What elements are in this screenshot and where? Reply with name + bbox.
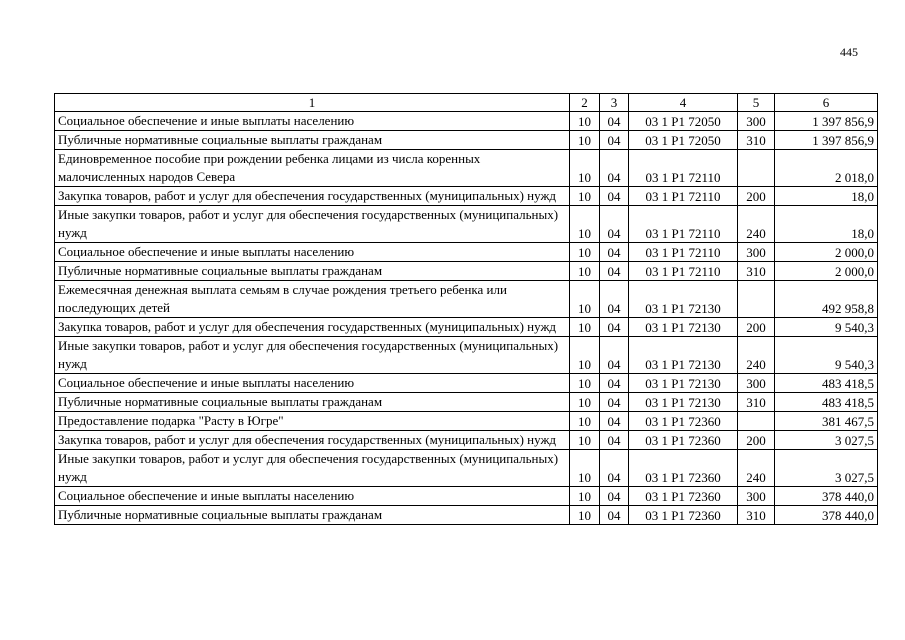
row-subsection-cell: 04 [600, 450, 629, 487]
row-section-cell: 10 [570, 487, 600, 506]
row-name-cell: Закупка товаров, работ и услуг для обеспечения государственных (муниципальных) нужд [55, 187, 570, 206]
row-target-code-cell: 03 1 Р1 72130 [629, 337, 738, 374]
table-row [55, 262, 878, 281]
page-number: 445 [840, 45, 858, 59]
row-amount-cell: 1 397 856,9 [775, 131, 878, 150]
row-target-code-cell: 03 1 Р1 72110 [629, 262, 738, 281]
row-subsection-cell: 04 [600, 337, 629, 374]
row-target-code-cell: 03 1 Р1 72130 [629, 281, 738, 318]
table-row [55, 393, 878, 412]
row-expense-type-cell: 300 [738, 374, 775, 393]
row-expense-type-cell: 310 [738, 131, 775, 150]
row-subsection-cell: 04 [600, 393, 629, 412]
row-name-cell: Иные закупки товаров, работ и услуг для обеспечения государственных (муниципальных) нужд [55, 337, 570, 374]
row-section-cell: 10 [570, 206, 600, 243]
row-target-code-cell: 03 1 Р1 72110 [629, 150, 738, 187]
row-expense-type-cell [738, 150, 775, 187]
table-row [55, 487, 878, 506]
row-section-cell: 10 [570, 450, 600, 487]
table-row [55, 412, 878, 431]
row-amount-cell: 3 027,5 [775, 431, 878, 450]
row-amount-cell: 483 418,5 [775, 374, 878, 393]
row-expense-type-cell: 200 [738, 431, 775, 450]
row-subsection-cell: 04 [600, 487, 629, 506]
row-subsection-cell: 04 [600, 243, 629, 262]
row-name-cell: Социальное обеспечение и иные выплаты населению [55, 243, 570, 262]
row-amount-cell: 9 540,3 [775, 318, 878, 337]
row-section-cell: 10 [570, 262, 600, 281]
row-section-cell: 10 [570, 131, 600, 150]
row-section-cell: 10 [570, 187, 600, 206]
row-expense-type-cell: 240 [738, 450, 775, 487]
row-section-cell: 10 [570, 150, 600, 187]
row-name-cell: Закупка товаров, работ и услуг для обеспечения государственных (муниципальных) нужд [55, 431, 570, 450]
row-expense-type-cell: 300 [738, 487, 775, 506]
header-cell: 6 [775, 94, 878, 112]
row-target-code-cell: 03 1 Р1 72110 [629, 187, 738, 206]
row-name-cell: Публичные нормативные социальные выплаты гражданам [55, 506, 570, 525]
row-name-cell: Единовременное пособие при рождении ребенка лицами из числа коренных малочисленных народов Севера [55, 150, 570, 187]
row-target-code-cell: 03 1 Р1 72360 [629, 450, 738, 487]
row-section-cell: 10 [570, 243, 600, 262]
row-section-cell: 10 [570, 318, 600, 337]
table-row [55, 243, 878, 262]
row-amount-cell: 18,0 [775, 187, 878, 206]
row-amount-cell: 378 440,0 [775, 506, 878, 525]
row-amount-cell: 3 027,5 [775, 450, 878, 487]
row-amount-cell: 492 958,8 [775, 281, 878, 318]
row-section-cell: 10 [570, 431, 600, 450]
table-row [55, 112, 878, 131]
row-subsection-cell: 04 [600, 112, 629, 131]
row-subsection-cell: 04 [600, 431, 629, 450]
table-row [55, 431, 878, 450]
row-expense-type-cell: 200 [738, 318, 775, 337]
row-expense-type-cell [738, 281, 775, 318]
row-target-code-cell: 03 1 Р1 72110 [629, 206, 738, 243]
table-row [55, 506, 878, 525]
row-subsection-cell: 04 [600, 150, 629, 187]
header-cell: 4 [629, 94, 738, 112]
table-row [55, 131, 878, 150]
row-expense-type-cell: 300 [738, 112, 775, 131]
table-row [55, 206, 878, 243]
row-amount-cell: 2 000,0 [775, 262, 878, 281]
row-subsection-cell: 04 [600, 374, 629, 393]
row-section-cell: 10 [570, 374, 600, 393]
row-amount-cell: 1 397 856,9 [775, 112, 878, 131]
row-name-cell: Иные закупки товаров, работ и услуг для обеспечения государственных (муниципальных) нужд [55, 450, 570, 487]
header-cell: 2 [570, 94, 600, 112]
row-name-cell: Социальное обеспечение и иные выплаты населению [55, 487, 570, 506]
row-subsection-cell: 04 [600, 412, 629, 431]
row-target-code-cell: 03 1 Р1 72360 [629, 506, 738, 525]
row-subsection-cell: 04 [600, 187, 629, 206]
row-amount-cell: 483 418,5 [775, 393, 878, 412]
row-section-cell: 10 [570, 337, 600, 374]
row-subsection-cell: 04 [600, 131, 629, 150]
row-subsection-cell: 04 [600, 318, 629, 337]
row-amount-cell: 381 467,5 [775, 412, 878, 431]
table-row [55, 281, 878, 318]
row-target-code-cell: 03 1 Р1 72130 [629, 318, 738, 337]
row-target-code-cell: 03 1 Р1 72050 [629, 131, 738, 150]
row-amount-cell: 9 540,3 [775, 337, 878, 374]
row-subsection-cell: 04 [600, 206, 629, 243]
row-name-cell: Публичные нормативные социальные выплаты гражданам [55, 131, 570, 150]
header-cell: 3 [600, 94, 629, 112]
row-name-cell: Закупка товаров, работ и услуг для обеспечения государственных (муниципальных) нужд [55, 318, 570, 337]
row-section-cell: 10 [570, 281, 600, 318]
table-row [55, 337, 878, 374]
row-name-cell: Иные закупки товаров, работ и услуг для обеспечения государственных (муниципальных) нужд [55, 206, 570, 243]
budget-table [54, 93, 878, 525]
row-target-code-cell: 03 1 Р1 72110 [629, 243, 738, 262]
table-row [55, 450, 878, 487]
row-amount-cell: 378 440,0 [775, 487, 878, 506]
table-row [55, 374, 878, 393]
row-subsection-cell: 04 [600, 506, 629, 525]
row-name-cell: Ежемесячная денежная выплата семьям в случае рождения третьего ребенка или последующих детей [55, 281, 570, 318]
row-section-cell: 10 [570, 412, 600, 431]
row-name-cell: Публичные нормативные социальные выплаты гражданам [55, 393, 570, 412]
row-expense-type-cell: 240 [738, 337, 775, 374]
row-amount-cell: 18,0 [775, 206, 878, 243]
row-expense-type-cell: 310 [738, 506, 775, 525]
row-section-cell: 10 [570, 112, 600, 131]
row-target-code-cell: 03 1 Р1 72360 [629, 431, 738, 450]
row-amount-cell: 2 000,0 [775, 243, 878, 262]
row-expense-type-cell: 310 [738, 262, 775, 281]
table-row [55, 150, 878, 187]
row-section-cell: 10 [570, 506, 600, 525]
row-expense-type-cell [738, 412, 775, 431]
row-target-code-cell: 03 1 Р1 72130 [629, 393, 738, 412]
row-expense-type-cell: 240 [738, 206, 775, 243]
row-expense-type-cell: 300 [738, 243, 775, 262]
row-expense-type-cell: 310 [738, 393, 775, 412]
row-target-code-cell: 03 1 Р1 72050 [629, 112, 738, 131]
row-name-cell: Публичные нормативные социальные выплаты гражданам [55, 262, 570, 281]
header-cell: 5 [738, 94, 775, 112]
header-row [55, 94, 878, 112]
row-amount-cell: 2 018,0 [775, 150, 878, 187]
row-section-cell: 10 [570, 393, 600, 412]
row-target-code-cell: 03 1 Р1 72360 [629, 412, 738, 431]
row-subsection-cell: 04 [600, 281, 629, 318]
row-target-code-cell: 03 1 Р1 72360 [629, 487, 738, 506]
table-row [55, 318, 878, 337]
row-subsection-cell: 04 [600, 262, 629, 281]
row-name-cell: Социальное обеспечение и иные выплаты населению [55, 112, 570, 131]
table-row [55, 187, 878, 206]
row-expense-type-cell: 200 [738, 187, 775, 206]
header-cell: 1 [55, 94, 570, 112]
row-name-cell: Предоставление подарка "Расту в Югре" [55, 412, 570, 431]
row-target-code-cell: 03 1 Р1 72130 [629, 374, 738, 393]
row-name-cell: Социальное обеспечение и иные выплаты населению [55, 374, 570, 393]
